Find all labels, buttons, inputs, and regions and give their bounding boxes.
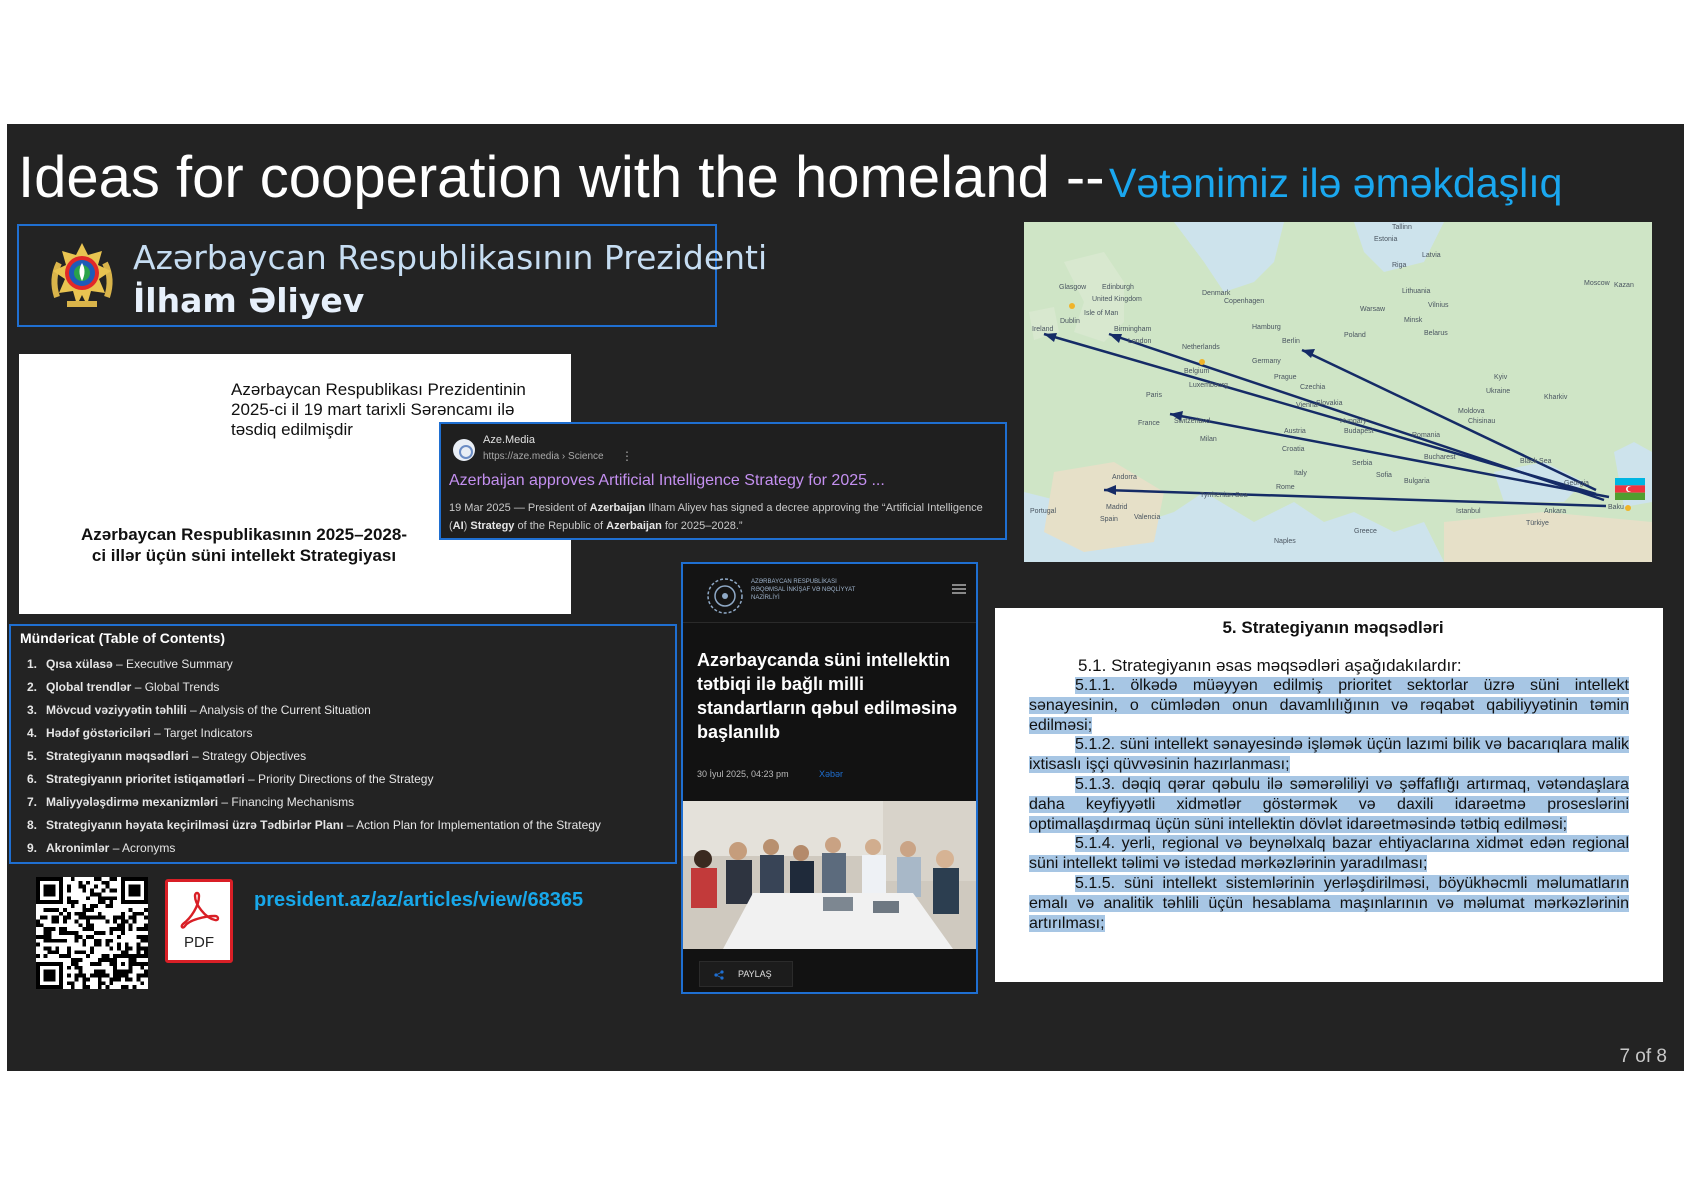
toc-item [27, 657, 601, 680]
snippet-fragment: Azerbaijan [589, 502, 646, 514]
toc-item-az: Akronimlər [46, 841, 110, 855]
map-label: Greece [1354, 528, 1377, 535]
map-label: France [1138, 420, 1160, 427]
slide [7, 124, 1684, 1071]
toc-item-number: 1. [27, 657, 38, 671]
map-label: Sofia [1376, 472, 1392, 479]
map-label: Vilnius [1428, 302, 1449, 309]
map-label: Berlin [1282, 338, 1300, 345]
map-label: Serbia [1352, 460, 1373, 467]
share-button[interactable] [699, 961, 793, 987]
map-label: Latvia [1422, 252, 1441, 259]
site-favicon-icon [453, 439, 475, 461]
map-label: Baku [1608, 504, 1624, 511]
map-label: Denmark [1202, 290, 1231, 297]
map-label: Bucharest [1424, 454, 1456, 461]
pdf-label: PDF [184, 934, 214, 951]
toc-item-az: Maliyyələşdirmə mexanizmləri [46, 795, 219, 809]
goals-intro: 5.1. Strategiyanın əsas məqsədləri aşağıdakılardır: [1078, 656, 1462, 675]
news-header [683, 564, 976, 623]
news-date: 30 İyul 2025, 04:23 pm [697, 769, 789, 779]
map-label: Switzerland [1174, 418, 1211, 425]
map-label: Spain [1100, 516, 1118, 523]
goal-item-text: 5.1.4. yerli, regional və beynəlxalq bazar ehtiyaclarına xidmət edən regional süni intellekt təlimi və istedad mərkəzlərinin yaradılması; [1029, 835, 1629, 873]
toc-item [27, 749, 601, 772]
snippet-fragment: — President of [510, 502, 590, 514]
toc-item [27, 772, 601, 795]
snippet-fragment: ) [463, 520, 471, 532]
snippet-fragment: for 2025–2028.” [661, 520, 743, 532]
map-label: Germany [1252, 358, 1281, 365]
snippet-fragment: Azerbaijan [606, 520, 662, 532]
goals-list [1029, 676, 1629, 933]
map-label: Ankara [1544, 508, 1567, 515]
map-label: Birmingham [1114, 326, 1152, 333]
goal-item [1029, 775, 1629, 834]
map-label: London [1128, 338, 1152, 345]
map-label: Moldova [1458, 408, 1485, 415]
toc-list [27, 657, 601, 864]
toc-item-number: 6. [27, 772, 38, 786]
map-label: Madrid [1106, 504, 1128, 511]
share-icon [714, 970, 724, 980]
toc-item-number: 5. [27, 749, 38, 763]
map-label: Rome [1276, 484, 1295, 491]
map-label: Lithuania [1402, 288, 1431, 295]
map-label: Bulgaria [1404, 478, 1430, 485]
map-label: Paris [1146, 392, 1162, 399]
president-banner [17, 224, 768, 327]
map-label: Dublin [1060, 318, 1080, 325]
goals-heading: 5. Strategiyanın məqsədləri [1222, 618, 1444, 637]
map-label: Black Sea [1520, 458, 1552, 465]
map-label: Netherlands [1182, 344, 1220, 351]
toc-item-az: Strategiyanın həyata keçirilməsi üzrə Tədbirlər Planı [46, 818, 344, 832]
map-label: Portugal [1030, 508, 1057, 515]
map-label: Kyiv [1494, 374, 1508, 381]
map-label: Kazan [1614, 282, 1634, 289]
goal-item [1029, 834, 1629, 874]
toc-item-az: Qlobal trendlər [46, 680, 132, 694]
map-label: Isle of Man [1084, 310, 1119, 317]
azerbaijan-state-emblem-icon [47, 239, 117, 315]
toc-item-az: Strategiyanın prioritet istiqamətləri [46, 772, 245, 786]
map-label: United Kingdom [1092, 296, 1142, 303]
snippet-fragment: AI [452, 520, 464, 532]
map-label: Istanbul [1456, 508, 1481, 515]
map-label: Belgium [1184, 368, 1210, 375]
toc-item-az: Qısa xülasə [46, 657, 113, 671]
ministry-news-card [681, 562, 978, 994]
toc-item-number: 2. [27, 680, 38, 694]
map-label: Vienna [1296, 402, 1318, 409]
goal-item-text: 5.1.2. süni intellekt sənayesində işləmək üçün lazımi bilik və bacarıqlara malik ixtisaslı işçi qüvvəsinin hazırlanması; [1029, 736, 1629, 774]
president-title: Azərbaycan Respublikasının Prezidenti [133, 238, 768, 277]
page-counter: 7 of 8 [1619, 1046, 1667, 1067]
map-label: Minsk [1404, 317, 1423, 324]
search-result-card[interactable] [439, 422, 1007, 540]
toc-item [27, 680, 601, 703]
toc-item-number: 3. [27, 703, 38, 717]
toc-item [27, 795, 601, 818]
toc-item-en: – Financing Mechanisms [218, 795, 355, 809]
toc-item-az: Mövcud vəziyyətin təhlili [46, 703, 187, 717]
map-label: Austria [1284, 428, 1306, 435]
toc-heading: Mündəricat (Table of Contents) [20, 630, 226, 646]
toc-item-en: – Action Plan for Implementation of the Strategy [343, 818, 601, 832]
map-label: Luxembourg [1189, 382, 1228, 389]
map-label: Ukraine [1486, 388, 1511, 395]
azerbaijan-flag-icon [1615, 478, 1645, 500]
map-label: Slovakia [1316, 400, 1343, 407]
snippet-fragment: Strategy [470, 520, 515, 532]
map-label: Chisinau [1468, 418, 1496, 425]
toc-item-en: – Analysis of the Current Situation [186, 703, 371, 717]
adobe-pdf-icon[interactable] [165, 879, 233, 963]
toc-item [27, 818, 601, 841]
map-label: Hungary [1340, 418, 1367, 425]
map-label: Glasgow [1059, 284, 1087, 291]
map-label: Poland [1344, 332, 1366, 339]
toc-item-en: – Strategy Objectives [188, 749, 307, 763]
goal-item [1029, 735, 1629, 775]
president-article-link[interactable]: president.az/az/articles/view/68365 [254, 889, 584, 911]
map-label: Tyrrhenian Sea [1200, 492, 1248, 499]
toc-item [27, 726, 601, 749]
map-label: Czechia [1300, 384, 1326, 391]
table-of-contents [9, 624, 677, 864]
acrobat-symbol-icon [177, 888, 221, 932]
map-label: Andorra [1112, 474, 1137, 481]
toc-item-en: – Global Trends [131, 680, 220, 694]
map-label: Copenhagen [1224, 298, 1265, 305]
news-category-link[interactable]: Xəbər [819, 769, 844, 779]
toc-item-az: Strategiyanın məqsədləri [46, 749, 189, 763]
toc-item-number: 4. [27, 726, 38, 740]
toc-item-en: – Executive Summary [112, 657, 233, 671]
search-result-snippet [449, 499, 999, 535]
slide-title [18, 144, 1562, 211]
president-name: İlham Əliyev [133, 281, 365, 320]
news-headline[interactable]: Azərbaycanda süni intellektin tətbiqi ilə bağlı milli standartların qəbul edilməsinə başlanılıb [697, 650, 958, 742]
toc-item-en: – Priority Directions of the Strategy [244, 772, 434, 786]
snippet-fragment: Ilham Aliyev has signed a decree approving the “Artificial Intelligence ( [449, 502, 983, 532]
goal-item [1029, 676, 1629, 735]
map-label: Estonia [1374, 236, 1398, 243]
map-label: Naples [1274, 538, 1296, 545]
slide-title-az: Vətənimiz ilə əməkdaşlıq [1108, 160, 1563, 206]
approval-text: Azərbaycan Respublikası Prezidentinin 2025-ci il 19 mart tarixli Sərəncamı ilə təsdiq edilmişdir [231, 380, 526, 439]
map-label: Warsaw [1360, 306, 1386, 313]
slide-title-en: Ideas for cooperation with the homeland -- [18, 145, 1105, 210]
map-label: Belarus [1424, 330, 1448, 337]
ministry-logo-icon [705, 576, 745, 616]
map-label: Italy [1294, 470, 1307, 477]
snippet-fragment: of the Republic of [514, 520, 607, 532]
goal-item-text: 5.1.3. dəqiq qərar qəbulu ilə səmərəliliyi və şəffaflığı artırmaq, vətəndaşlara daha keyfiyyətli xidmətlər göstərmək və daxili idarəetmə proseslərini optimallaşdırmaq üçün süni intellektin dövlət idarəetməsində tətbiq edilməsi; [1029, 775, 1629, 833]
map-label: Edinburgh [1102, 284, 1134, 291]
toc-item-en: – Acronyms [109, 841, 176, 855]
site-name: Aze.Media [483, 434, 535, 446]
snippet-date: 19 Mar 2025 [449, 502, 511, 514]
toc-item-en: – Target Indicators [150, 726, 253, 740]
map-label: Hamburg [1252, 324, 1281, 331]
search-result-title-link[interactable]: Azerbaijan approves Artificial Intelligence Strategy for 2025 ... [449, 472, 885, 489]
map-label: Milan [1200, 436, 1217, 443]
strategy-goals-document [995, 608, 1663, 982]
map-label: Ireland [1032, 326, 1054, 333]
goal-item [1029, 874, 1629, 933]
map-label: Valencia [1134, 514, 1161, 521]
goal-item-text: 5.1.1. ölkədə müəyyən edilmiş prioritet sektorlar üzrə süni intellekt sənayesinin, o cümlədən onun davamlılığının və rəqabət qabiliyyətinin təmin edilməsi; [1029, 677, 1629, 734]
toc-item [27, 703, 601, 726]
toc-item-number: 8. [27, 818, 38, 832]
map-label: Romania [1412, 432, 1441, 439]
toc-item-az: Hədəf göstəriciləri [46, 726, 151, 740]
toc-item-number: 7. [27, 795, 38, 809]
news-photo [683, 801, 976, 949]
site-url[interactable]: https://aze.media › Science [483, 451, 604, 462]
map-label: Türkiye [1526, 520, 1549, 527]
snippet-body [449, 502, 983, 532]
map-label: Moscow [1584, 280, 1610, 287]
toc-item [27, 841, 601, 864]
map-label: Riga [1392, 262, 1407, 269]
toc-item-number: 9. [27, 841, 38, 855]
hamburger-menu-icon[interactable] [952, 584, 966, 594]
map-label: Georgia [1564, 480, 1589, 487]
goal-item-text: 5.1.5. süni intellekt sistemlərinin yerləşdirilməsi, böyükhəcmli məlumatların emalı və analitik təhlili üçün hesablama maşınlarının və məlumat mərkəzlərinin artırılması; [1029, 874, 1629, 932]
strategy-title: Azərbaycan Respublikasının 2025–2028-ci illər üçün süni intellekt Strategiyası [81, 525, 407, 565]
europe-map [1024, 222, 1652, 562]
share-label: PAYLAŞ [738, 969, 772, 979]
map-label: Croatia [1282, 446, 1305, 453]
map-label: Prague [1274, 374, 1297, 381]
map-label: Kharkiv [1544, 394, 1568, 401]
kebab-menu-icon[interactable]: ⋮ [621, 449, 633, 463]
ministry-name: AZƏRBAYCAN RESPUBLİKASI RƏQƏMSAL İNKİŞAF VƏ NƏQLİYYAT NAZİRLİYİ [751, 579, 856, 601]
map-label: Budapest [1344, 428, 1374, 435]
qr-code-icon[interactable] [36, 877, 148, 989]
map-label: Tallinn [1392, 224, 1412, 231]
